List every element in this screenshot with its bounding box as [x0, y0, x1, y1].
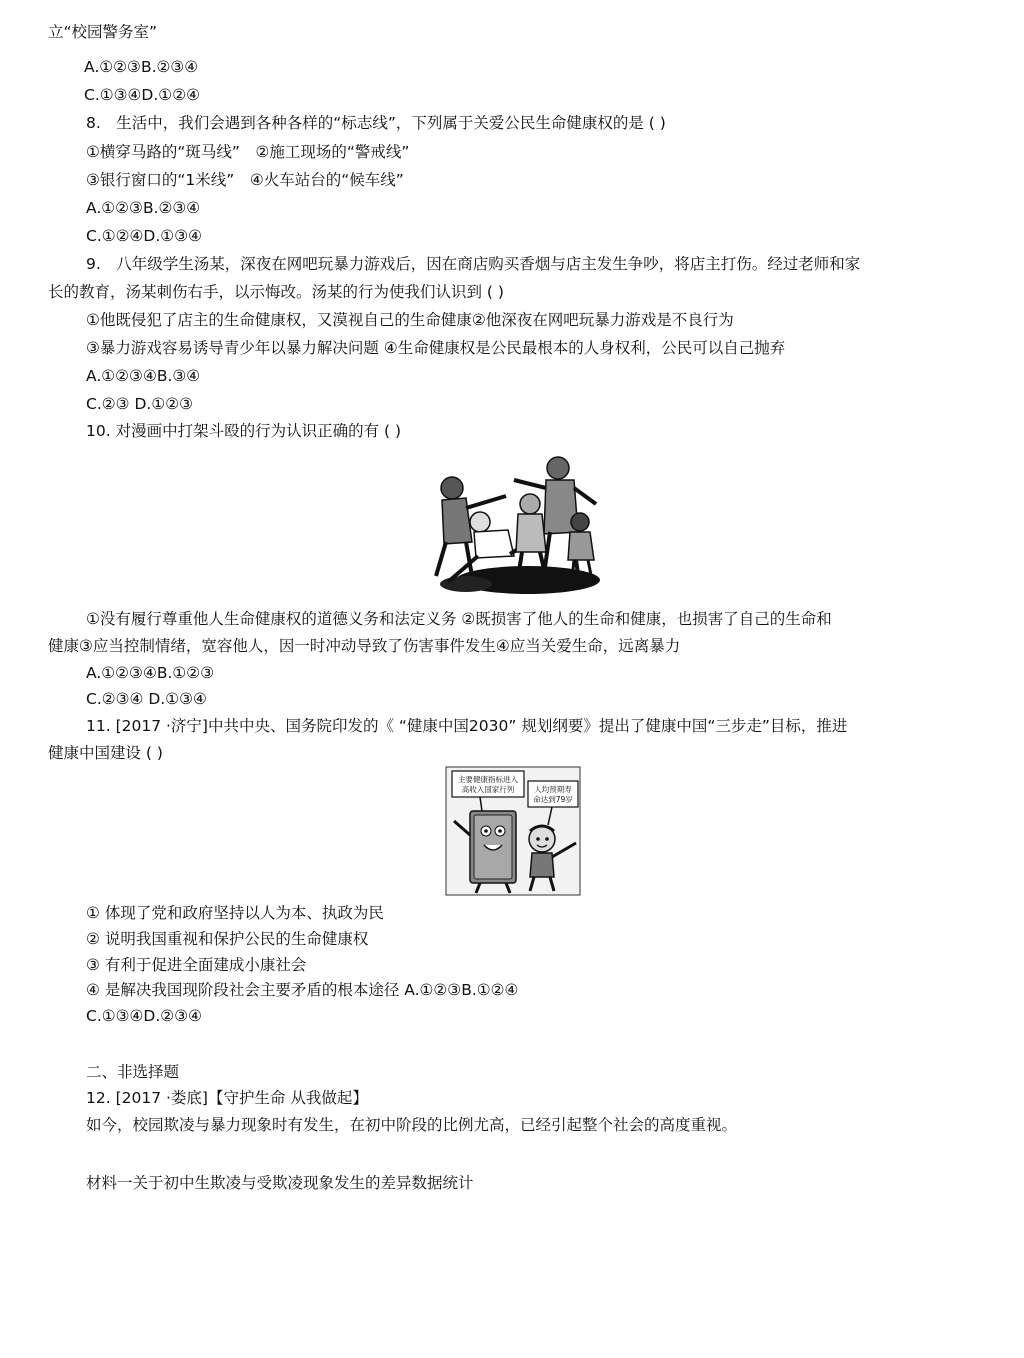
- option-line: C.①③④D.②③④: [86, 1007, 202, 1025]
- question-9-stem: 长的教育，汤某刺伤右手，以示悔改。汤某的行为使我们认识到 ( ): [48, 283, 504, 301]
- healthy-china-cartoon: [444, 765, 584, 899]
- option-line: A.①②③④B.③④: [86, 367, 201, 385]
- section-heading: 二、非选择题: [86, 1063, 180, 1081]
- sign-text: 命达到79岁: [533, 795, 573, 804]
- sign-text: 主要健康指标进入: [458, 775, 518, 784]
- question-10-choices: ①没有履行尊重他人生命健康权的道德义务和法定义务 ②既损害了他人的生命和健康，也损害了自己的生命和: [86, 610, 832, 628]
- question-9-stem: 9. 八年级学生汤某，深夜在网吧玩暴力游戏后，因在商店购买香烟与店主发生争吵，将店主打伤。经过老师和家: [86, 255, 861, 273]
- question-12-heading: 12. [2017 ·娄底]【守护生命 从我做起】: [86, 1089, 368, 1107]
- option-line: A.①②③④B.①②③: [86, 664, 215, 682]
- question-10-choices: 健康③应当控制情绪，宽容他人，因一时冲动导致了伤害事件发生④应当关爱生命，远离暴力: [48, 637, 681, 655]
- fight-cartoon: [418, 452, 606, 602]
- question-11-choices: ④ 是解决我国现阶段社会主要矛盾的根本途径 A.①②③B.①②④: [86, 981, 519, 999]
- question-12-material: 材料一关于初中生欺凌与受欺凌现象发生的差异数据统计: [86, 1174, 474, 1192]
- question-11-choices: ③ 有利于促进全面建成小康社会: [86, 956, 307, 974]
- question-10-stem: 10. 对漫画中打架斗殴的行为认识正确的有 ( ): [86, 422, 402, 440]
- option-line: C.②③④ D.①③④: [86, 690, 207, 708]
- question-8-choices: ③银行窗口的“1米线” ④火车站台的“候车线”: [86, 171, 404, 189]
- question-9-choices: ③暴力游戏容易诱导青少年以暴力解决问题 ④生命健康权是公民最根本的人身权利，公民可以自己抛弃: [86, 339, 786, 357]
- option-line: C.②③ D.①②③: [86, 395, 194, 413]
- question-9-choices: ①他既侵犯了店主的生命健康权，又漠视自己的生命健康②他深夜在网吧玩暴力游戏是不良行为: [86, 311, 734, 329]
- text-line: 立“校园警务室”: [48, 23, 158, 41]
- question-8-stem: 8. 生活中，我们会遇到各种各样的“标志线”，下列属于关爱公民生命健康权的是 ( ): [86, 114, 666, 132]
- option-line: C.①③④D.①②④: [84, 86, 200, 104]
- sign-text: 人均预期寿: [534, 785, 572, 794]
- question-8-choices: ①横穿马路的“斑马线” ②施工现场的“警戒线”: [86, 143, 410, 161]
- question-11-stem: 11. [2017 ·济宁]中共中央、国务院印发的《 “健康中国2030” 规划纲要》提出了健康中国“三步走”目标，推进: [86, 717, 848, 735]
- question-12-intro: 如今，校园欺凌与暴力现象时有发生，在初中阶段的比例尤高，已经引起整个社会的高度重视。: [86, 1116, 738, 1134]
- question-11-stem: 健康中国建设 ( ): [48, 744, 163, 762]
- sign-text: 高收入国家行列: [461, 785, 515, 794]
- question-11-choices: ② 说明我国重视和保护公民的生命健康权: [86, 930, 369, 948]
- option-line: A.①②③B.②③④: [86, 199, 201, 217]
- option-line: C.①②④D.①③④: [86, 227, 202, 245]
- question-11-choices: ① 体现了党和政府坚持以人为本、执政为民: [86, 904, 384, 922]
- option-line: A.①②③B.②③④: [84, 58, 199, 76]
